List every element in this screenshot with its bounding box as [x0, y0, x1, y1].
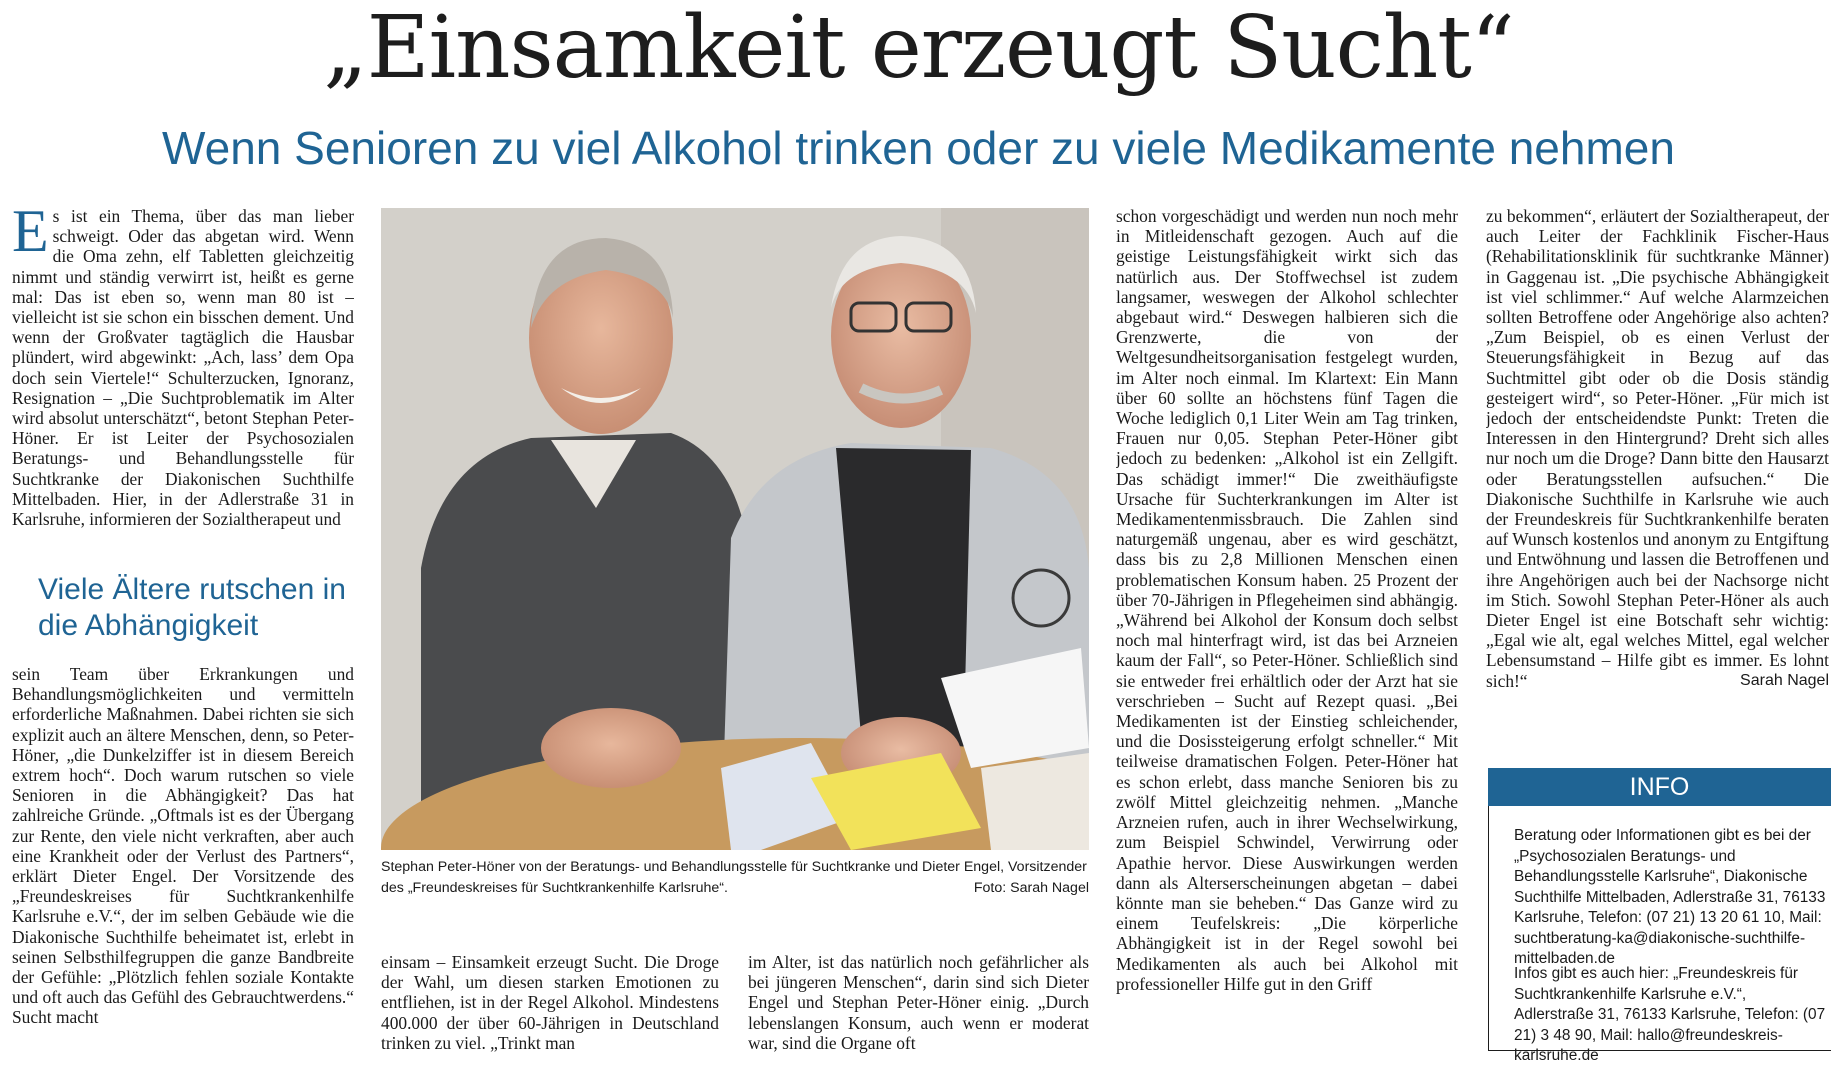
article-column-4: schon vorgeschädigt und werden nun noch mehr in Mitleidenschaft gezogen. Auch auf die geistige Leistungsfähigkeit wirkt sich das natürlich aus. Der Stoffwechsel ist zudem langsamer, weswegen der Alkohol schlechter abgebaut wird.“ Deswegen halbieren sich die Grenzwerte, die von der Weltgesundheitsorganisation festgelegt wurden, im Alter noch einmal. Im Klartext: Ein Mann über 60 sollte an höchstens fünf Tagen die Woche lediglich 0,1 Liter Wein am Tag trinken, Frauen nur 0,05. Stephan Peter-Höner gibt jedoch zu bedenken: „Alkohol ist ein Zellgift. Das schädigt immer!“ Die zweithäufigste Ursache für Suchterkrankungen im Alter ist Medikamentenmissbrauch. Die Zahlen sind naturgemäß ungenau, aber es wird geschätzt, dass bis zu 2,8 Millionen Menschen einen problematischen Konsum haben. 25 Prozent der über 70-Jährigen in Pflegeheimen sind abhängig. „Während bei Alkohol der Konsum doch selbst noch mal hinterfragt wird, ist das bei Arzneien kaum der Fall“, so Peter-Höner. Schließlich sind sie entweder frei erhältlich oder der Arzt hat sie verschrieben – Sucht auf Rezept quasi. „Bei Medikamenten ist der Einstieg schleichender, und die Dosissteigerung erfolgt schneller.“ Mit teilweise dramatischen Folgen. Peter-Höner hat es schon erlebt, dass manche Senioren bis zu zwölf Mittel gleichzeitig nehmen. „Manche Arzneien rufen, auch in ihrer Wechselwirkung, zum Beispiel Schwindel, Verwirrung oder Apathie hervor. Diese Auswirkungen werden dann als Alterserscheinungen abgetan – dabei könnte man sie beheben.“ Das Ganze wird zu einem Teufelskreis: „Die körperliche Abhängigkeit ist in der Regel sowohl bei Medikamenten als auch bei Alkohol mit professioneller Hilfe gut in den Griff: [1116, 206, 1458, 994]
article-column-1-bottom: sein Team über Erkrankungen und Behandlungsmöglichkeiten und vermitteln erforderliche Maßnahmen. Dabei richten sie sich explizit auch an ältere Menschen, denn, so Peter-Höner, „die Dunkelziffer ist in diesem Bereich extrem hoch“. Doch warum rutschen so viele Senioren in die Abhängigkeit? Das hat zahlreiche Gründe. „Oftmals ist es der Übergang zur Rente, den viele nicht verkraften, aber auch eine Krankheit oder der Verlust des Partners“, erklärt Dieter Engel. Der Vorsitzende des „Freundeskreises für Suchtkrankenhilfe Karlsruhe e.V.“, der im selben Gebäude wie die Diakonische Suchthilfe beheimatet ist, erlebt in seinen Selbsthilfegruppen die ganze Bandbreite der Gefühle: „Plötzlich fehlen soziale Kontakte und oft auch das Gefühl des Gebrauchtwerdens.“ Sucht macht: [12, 664, 354, 1028]
article-photo: [381, 208, 1089, 850]
info-box-title: INFO: [1488, 768, 1831, 806]
caption-text: Stephan Peter-Höner von der Beratungs- und Behandlungsstelle für Suchtkranke und Dieter Engel, Vorsitzender des „Freundeskreises für Suchtkrankenhilfe Karlsruhe“.: [381, 859, 1087, 896]
info-paragraph-1: Beratung oder Informationen gibt es bei der „Psychosozialen Beratungs- und Behandlungsstelle Karlsruhe“, Diakonische Suchthilfe Mittelbaden, Adlerstraße 31, 76133 Karlsruhe, Telefon: (07 21) 13 20 61 10, Mail: suchtberatung-ka@diakonische-suchthilfe-mittelbaden.de: [1514, 827, 1826, 967]
photo-illustration: [381, 208, 1089, 850]
photo-credit: Foto: Sarah Nagel: [973, 880, 1089, 896]
photo-caption: [381, 857, 1089, 899]
article-column-5: [1486, 206, 1829, 754]
article-column-2-bottom: einsam – Einsamkeit erzeugt Sucht. Die Droge der Wahl, um diesen starken Emotionen zu entfliehen, ist in der Regel Alkohol. Mindestens 400.000 der über 60-Jährigen in Deutschland trinken zu viel. „Trinkt man: [381, 952, 719, 1053]
article-column-1-top: Es ist ein Thema, über das man lieber schweigt. Oder das abgetan wird. Wenn die Oma zehn, elf Tabletten gleichzeitig nimmt und ständig verwirrt ist, heißt es gerne mal: Das ist eben so, wenn man 80 ist – vielleicht ist sie schon ein bisschen dement. Und wenn der Großvater tagtäglich die Hausbar plündert, wird abgewinkt: „Ach, lass’ dem Opa doch sein Viertele!“ Schulterzucken, Ignoranz, Resignation – „Die Suchtproblematik im Alter wird absolut unterschätzt“, betont Stephan Peter-Höner. Er ist Leiter der Psychosozialen Beratungs- und Behandlungsstelle für Suchtkranke der Diakonischen Suchthilfe Mittelbaden. Hier, in der Adlerstraße 31 in Karlsruhe, informieren der Sozialtherapeut und: [12, 206, 354, 530]
info-paragraph-2: Infos gibt es auch hier: „Freundeskreis für Suchtkrankenhilfe Karlsruhe e.V.“, Adlerstraße 31, 76133 Karlsruhe, Telefon: (07 21) 3 48 90, Mail: hallo@freundeskreis-karlsruhe.de: [1514, 965, 1826, 1064]
intermediate-heading: Viele Ältere rutschen in die Abhängigkeit: [38, 573, 346, 642]
author-signature: Sarah Nagel: [1740, 671, 1829, 689]
headline: „Einsamkeit erzeugt Sucht“: [323, 0, 1514, 98]
article-column-3-bottom: im Alter, ist das natürlich noch gefährlicher als bei jüngeren Menschen“, darin sind sich Dieter Engel und Stephan Peter-Höner einig. „Durch lebenslangen Konsum, auch wenn er moderat war, sind die Organe oft: [748, 952, 1089, 1053]
subheadline: Wenn Senioren zu viel Alkohol trinken oder zu viele Medikamente nehmen: [162, 122, 1675, 174]
column-5-text: zu bekommen“, erläutert der Sozialtherapeut, der auch Leiter der Fachklinik Fischer-Haus (Rehabilitationsklinik für suchtkranke Männer) in Gaggenau ist. „Die psychische Abhängigkeit ist viel schlimmer.“ Auf welche Alarmzeichen sollten Betroffene oder Angehörige also achten? „Zum Beispiel, ob es einen Verlust der Steuerungsfähigkeit in Bezug auf das Suchtmittel gibt oder ob die Dosis ständig gesteigert wird“, so Peter-Höner. „Für mich ist jedoch der entscheidendste Punkt: Treten die Interessen in den Hintergrund? Dreht sich alles nur noch um die Droge? Dann bitte den Hausarzt oder Beratungsstellen aufsuchen.“ Die Diakonische Suchthilfe in Karlsruhe wie auch der Freundeskreis für Suchtkrankenhilfe beraten auf Wunsch kostenlos und anonym zu Entgiftung und Entwöhnung und lassen die Betroffenen und ihre Angehörigen auch bei der Nachsorge nicht im Stich. Sowohl Stephan Peter-Höner als auch Dieter Engel ist eine Botschaft sehr wichtig: „Egal wie alt, egal welches Mittel, egal welcher Lebensumstand – Hilfe gibt es immer. Es lohnt sich!“: [1486, 206, 1829, 691]
